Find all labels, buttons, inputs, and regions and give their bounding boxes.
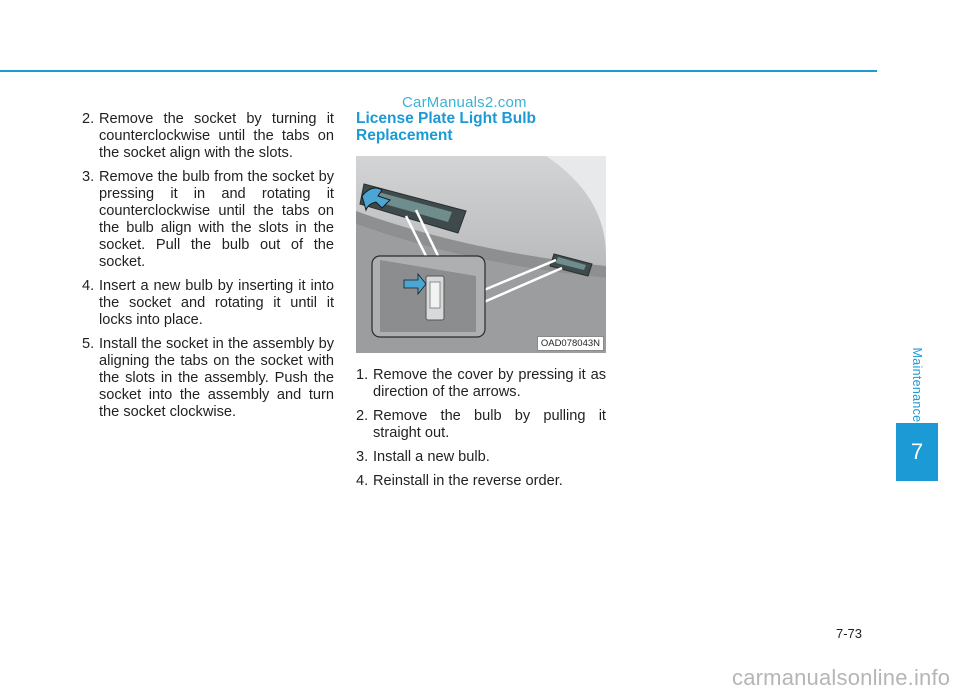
- step-text: Install the socket in the assembly by aligning the tabs on the socket with the slots in the assembly. Push the socket into the assembly and turn the socket clockwise.: [99, 336, 334, 420]
- page-number: 7-73: [836, 626, 863, 641]
- section-title: [356, 110, 606, 144]
- section-tab-text: Maintenance: [910, 347, 924, 423]
- list-item: [356, 367, 606, 401]
- socket-steps-list: [82, 111, 334, 421]
- list-item: [356, 473, 606, 490]
- step-text: Reinstall in the reverse order.: [373, 473, 563, 489]
- license-plate-light-illustration: [356, 156, 606, 353]
- step-number: 4.: [82, 278, 95, 294]
- list-item: [82, 336, 334, 421]
- list-item: [356, 408, 606, 442]
- step-number: 2.: [82, 111, 95, 127]
- step-number: 5.: [82, 336, 95, 352]
- list-item: [356, 449, 606, 466]
- step-number: 4.: [356, 473, 369, 489]
- list-item: [82, 169, 334, 271]
- footer-watermark: carmanualsonline.info: [732, 665, 951, 690]
- section-title-line2: Replacement: [356, 127, 453, 144]
- license-steps-list: [356, 367, 606, 490]
- header-rule: [0, 70, 877, 72]
- step-number: 3.: [356, 449, 369, 465]
- detail-inset: [372, 256, 485, 337]
- step-number: 1.: [356, 367, 369, 383]
- step-number: 3.: [82, 169, 95, 185]
- section-title-line1: License Plate Light Bulb: [356, 110, 536, 127]
- step-text: Remove the bulb from the socket by pressing it in and rotating it counterclockwise until the tabs on the bulb align with the slots in the socket. Pull the bulb out of the socket.: [99, 169, 334, 270]
- left-column: [82, 111, 334, 428]
- chapter-tab: 7: [896, 423, 938, 481]
- list-item: [82, 278, 334, 329]
- illustration-graphic: [356, 156, 606, 353]
- license-plate-section: [356, 110, 606, 497]
- step-number: 2.: [356, 408, 369, 424]
- list-item: [82, 111, 334, 162]
- step-text: Insert a new bulb by inserting it into the socket and rotating it until it locks into place.: [99, 278, 334, 328]
- step-text: Remove the socket by turning it counterclockwise until the tabs on the socket align with the slots.: [99, 111, 334, 161]
- step-text: Install a new bulb.: [373, 449, 490, 465]
- step-text: Remove the cover by pressing it as direction of the arrows.: [373, 367, 606, 400]
- section-tab-label: [908, 340, 926, 430]
- bulb: [430, 282, 440, 308]
- figure-code: OAD078043N: [537, 336, 604, 351]
- step-text: Remove the bulb by pulling it straight out.: [373, 408, 606, 441]
- watermark-carmanuals2: CarManuals2.com: [402, 94, 527, 111]
